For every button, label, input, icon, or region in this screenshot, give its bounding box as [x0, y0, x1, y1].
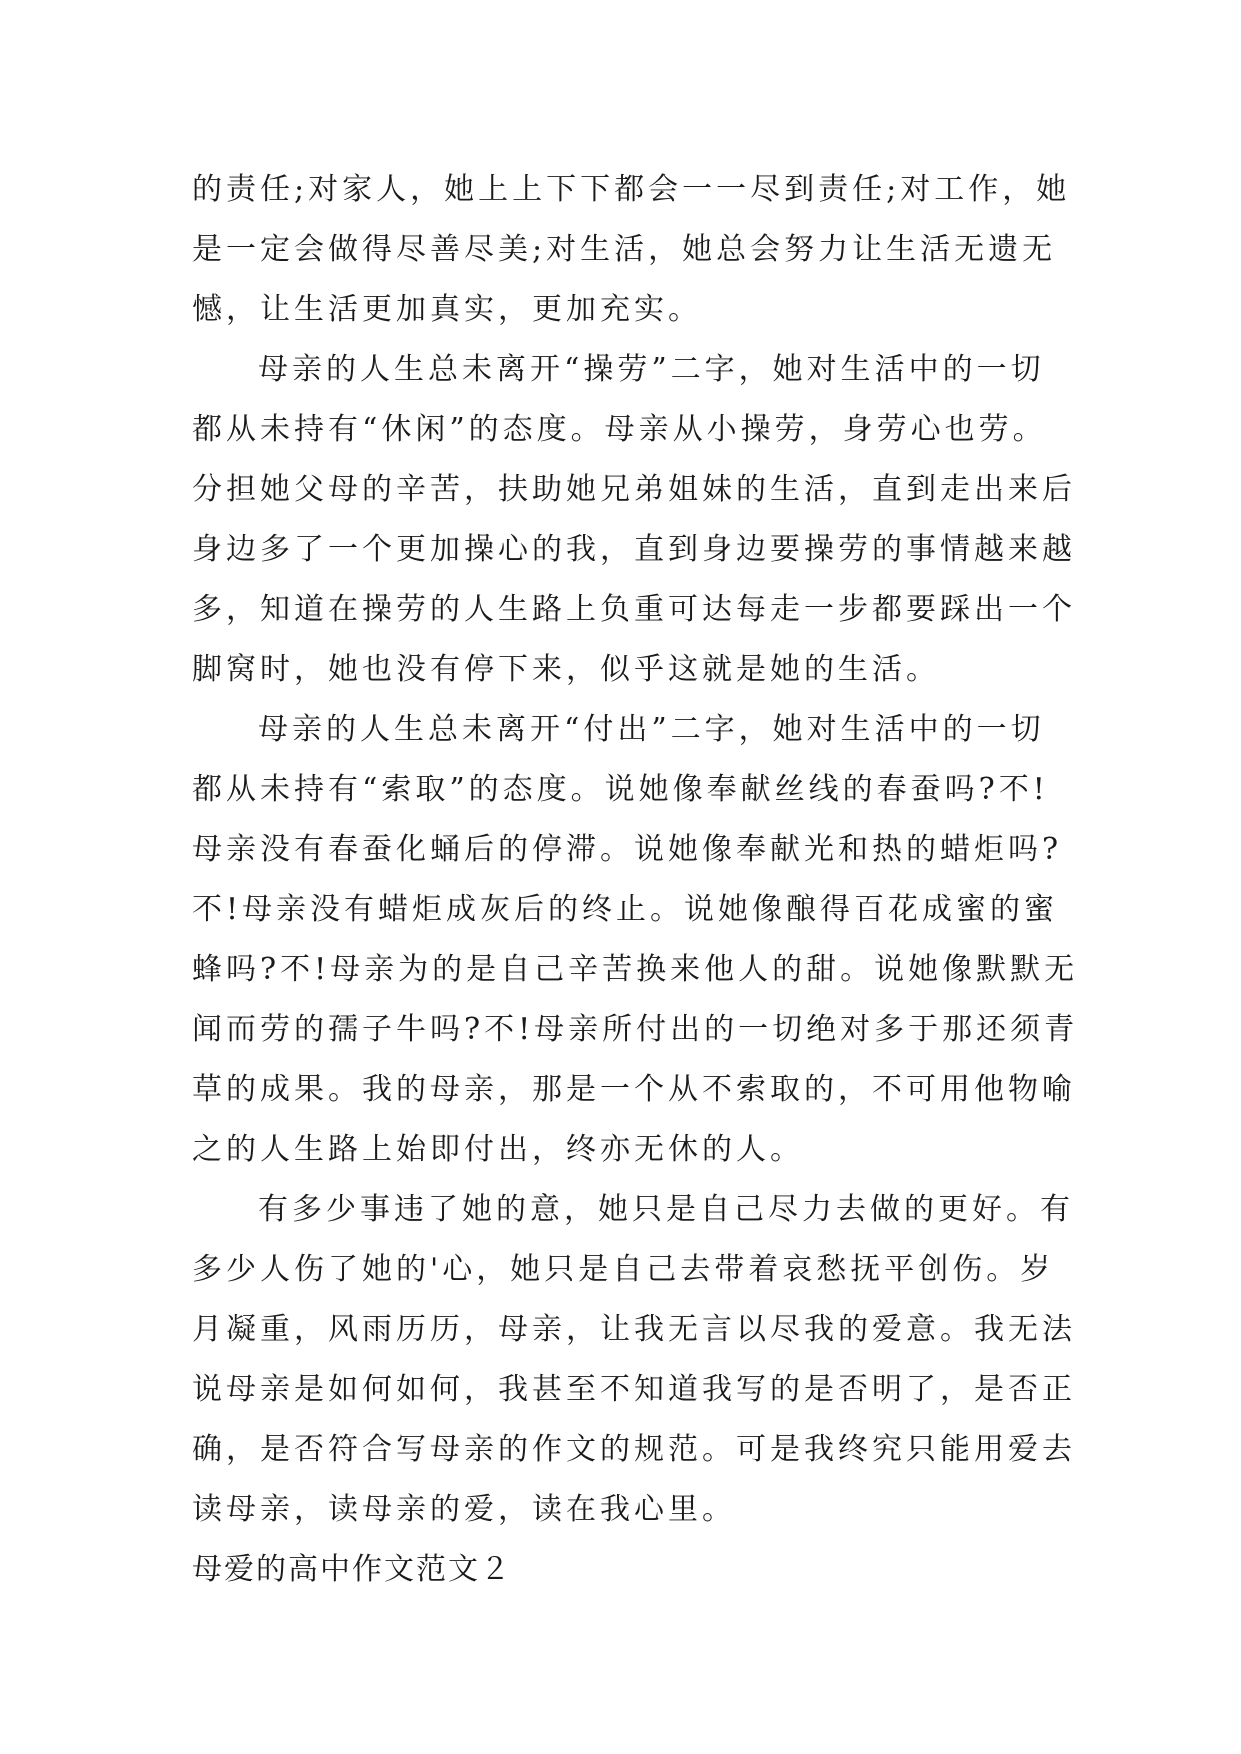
- text-line: 都从未持有“休闲”的态度。母亲从小操劳，身劳心也劳。: [192, 412, 1047, 447]
- text-line: 闻而劳的孺子牛吗?不!母亲所付出的一切绝对多于那还须青: [192, 1012, 1079, 1047]
- text-line: 是一定会做得尽善尽美;对生活，她总会努力让生活无遗无: [192, 232, 1057, 267]
- paragraph-first-line: 母亲的人生总未离开“操劳”二字，她对生活中的一切: [258, 352, 1045, 387]
- text-line: 多，知道在操劳的人生路上负重可达每走一步都要踩出一个: [192, 592, 1076, 627]
- text-line: 脚窝时，她也没有停下来，似乎这就是她的生活。: [192, 652, 940, 687]
- document-body: [192, 160, 1079, 1600]
- text-line: 蜂吗?不!母亲为的是自己辛苦换来他人的甜。说她像默默无: [192, 952, 1079, 987]
- text-line: 读母亲，读母亲的爱，读在我心里。: [192, 1492, 736, 1527]
- section-heading: 母爱的高中作文范文２: [192, 1552, 512, 1587]
- paragraph-first-line: 有多少事违了她的意，她只是自己尽力去做的更好。有: [258, 1192, 1074, 1227]
- text-line: 身边多了一个更加操心的我，直到身边要操劳的事情越来越: [192, 532, 1076, 567]
- text-line: 都从未持有“索取”的态度。说她像奉献丝线的春蚕吗?不!: [192, 772, 1049, 807]
- text-line: 说母亲是如何如何，我甚至不知道我写的是否明了，是否正: [192, 1372, 1076, 1407]
- paragraph-first-line: 母亲的人生总未离开“付出”二字，她对生活中的一切: [258, 712, 1045, 747]
- text-line: 多少人伤了她的'心，她只是自己去带着哀愁抚平创伤。岁: [192, 1252, 1055, 1287]
- text-line: 的责任;对家人，她上上下下都会一一尽到责任;对工作，她: [192, 172, 1071, 207]
- text-line: 草的成果。我的母亲，那是一个从不索取的，不可用他物喻: [192, 1072, 1076, 1107]
- text-line: 之的人生路上始即付出，终亦无休的人。: [192, 1132, 804, 1167]
- text-line: 月凝重，风雨历历，母亲，让我无言以尽我的爱意。我无法: [192, 1312, 1076, 1347]
- text-line: 分担她父母的辛苦，扶助她兄弟姐妹的生活，直到走出来后: [192, 472, 1076, 507]
- text-line: 确，是否符合写母亲的作文的规范。可是我终究只能用爱去: [192, 1432, 1076, 1467]
- text-line: 憾，让生活更加真实，更加充实。: [192, 292, 702, 327]
- text-line: 母亲没有春蚕化蛹后的停滞。说她像奉献光和热的蜡炬吗?: [192, 832, 1063, 867]
- text-line: 不!母亲没有蜡炬成灰后的终止。说她像酿得百花成蜜的蜜: [192, 892, 1059, 927]
